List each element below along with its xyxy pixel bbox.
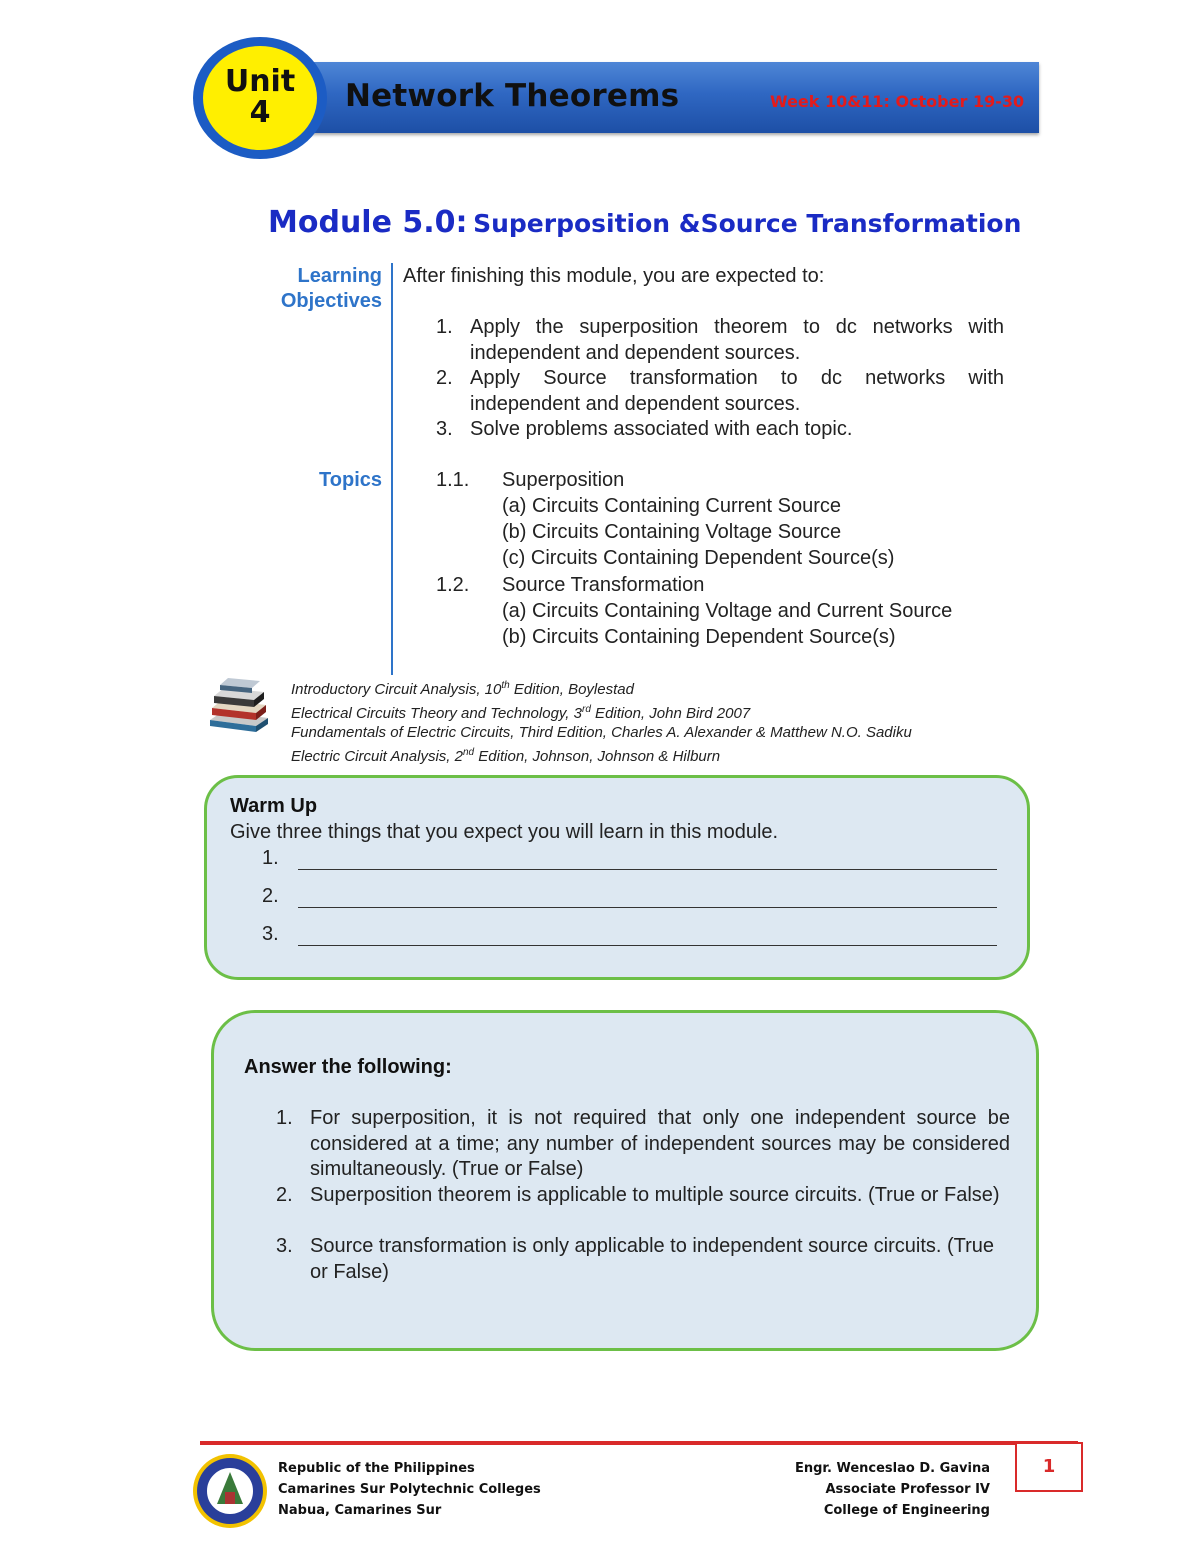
objectives-intro: After finishing this module, you are expected to: bbox=[403, 265, 825, 287]
footer-line: College of Engineering bbox=[823, 1503, 990, 1518]
blank-number: 3. bbox=[262, 923, 279, 945]
topic-number: 1.1. bbox=[436, 469, 470, 491]
reference-text: Edition, Boylestad bbox=[509, 681, 634, 698]
reference-text: Edition, John Bird 2007 bbox=[590, 704, 751, 722]
objective-number: 3. bbox=[436, 418, 453, 440]
warm-up-prompt: Give three things that you expect you will learn in this module. bbox=[230, 821, 779, 843]
section-divider bbox=[391, 263, 393, 675]
answer-blank-line[interactable] bbox=[298, 907, 997, 908]
objectives-list bbox=[436, 315, 1006, 445]
footer-line: Engr. Wenceslao D. Gavina bbox=[794, 1461, 990, 1476]
subtopic: (a) Circuits Containing Voltage and Current Source bbox=[502, 600, 953, 622]
label-line: Learning bbox=[297, 265, 382, 287]
reference-text: Fundamentals of Electric Circuits, Third Edition, Charles A. Alexander & Matthew N.O. Sadiku bbox=[291, 724, 912, 741]
blank-number: 2. bbox=[262, 885, 279, 907]
footer-line: Camarines Sur Polytechnic Colleges bbox=[278, 1482, 541, 1497]
objective-number: 2. bbox=[436, 367, 453, 389]
unit-word: Unit bbox=[224, 64, 296, 99]
books-icon bbox=[206, 676, 272, 734]
warm-up-title: Warm Up bbox=[230, 795, 318, 817]
warm-up-box bbox=[204, 775, 1030, 980]
topics-label: Topics bbox=[319, 469, 382, 491]
reference-item bbox=[291, 723, 912, 743]
topics-list bbox=[436, 467, 1016, 657]
answer-blank-line[interactable] bbox=[298, 945, 997, 946]
quiz-text: Source transformation is only applicable to independent source circuits. (True or False) bbox=[310, 1235, 995, 1283]
objective-number: 1. bbox=[436, 316, 453, 338]
reference-text: Electric Circuit Analysis, 2 bbox=[291, 747, 463, 765]
learning-objectives-label bbox=[281, 264, 382, 314]
reference-text: Electrical Circuits Theory and Technology, 3 bbox=[291, 704, 582, 722]
topic-title: Source Transformation bbox=[502, 574, 705, 596]
quiz-title: Answer the following: bbox=[244, 1056, 452, 1078]
reference-item bbox=[291, 676, 912, 700]
week-label: Week 10&11: October 19-30 bbox=[770, 92, 1025, 111]
quiz-number: 3. bbox=[276, 1235, 293, 1257]
quiz-list bbox=[276, 1106, 1010, 1286]
quiz-text: Superposition theorem is applicable to multiple source circuits. (True or False) bbox=[310, 1184, 1000, 1206]
subtopic: (a) Circuits Containing Current Source bbox=[502, 495, 842, 517]
footer-right bbox=[795, 1458, 990, 1521]
footer-line: Associate Professor IV bbox=[825, 1482, 990, 1497]
footer-line: Nabua, Camarines Sur bbox=[278, 1503, 442, 1518]
topic-number: 1.2. bbox=[436, 574, 470, 596]
module-title bbox=[268, 205, 1021, 240]
reference-sup: nd bbox=[463, 746, 475, 758]
college-seal-icon bbox=[191, 1452, 269, 1530]
footer-divider bbox=[200, 1441, 1078, 1445]
topic-title: Superposition bbox=[502, 469, 625, 491]
footer-line: Republic of the Philippines bbox=[278, 1461, 475, 1476]
reference-text: Introductory Circuit Analysis, 10 bbox=[291, 681, 502, 698]
reference-item bbox=[291, 700, 912, 724]
unit-badge-text bbox=[203, 66, 317, 128]
footer-left bbox=[278, 1458, 541, 1521]
label-line: Objectives bbox=[280, 290, 382, 312]
subtopic: (c) Circuits Containing Dependent Source(s) bbox=[502, 547, 895, 569]
objective-text: Apply Source transformation to dc networks with independent and dependent sources. bbox=[470, 367, 1004, 415]
unit-title: Network Theorems bbox=[345, 78, 680, 114]
subtopic: (b) Circuits Containing Voltage Source bbox=[502, 521, 842, 543]
quiz-text: For superposition, it is not required that only one independent source be considered at a time; any number of independent sources may be considered simultaneously. (True or False) bbox=[310, 1107, 1010, 1180]
module-name: Superposition &Source Transformation bbox=[473, 209, 1022, 238]
unit-number: 4 bbox=[249, 95, 271, 130]
page-number: 1 bbox=[1015, 1442, 1083, 1492]
reference-text: Edition, Johnson, Johnson & Hilburn bbox=[474, 747, 721, 765]
subtopic: (b) Circuits Containing Dependent Source(s) bbox=[502, 626, 896, 648]
module-prefix: Module 5.0: bbox=[268, 205, 468, 240]
quiz-number: 1. bbox=[276, 1107, 293, 1129]
reference-sup: rd bbox=[581, 703, 591, 715]
reference-sup: th bbox=[501, 680, 510, 691]
answer-blank-line[interactable] bbox=[298, 869, 997, 870]
blank-number: 1. bbox=[262, 847, 279, 869]
objective-text: Solve problems associated with each topic. bbox=[470, 418, 853, 440]
quiz-number: 2. bbox=[276, 1184, 293, 1206]
reference-item bbox=[291, 743, 912, 767]
objective-text: Apply the superposition theorem to dc networks with independent and dependent sources. bbox=[470, 316, 1004, 364]
references bbox=[291, 676, 912, 766]
